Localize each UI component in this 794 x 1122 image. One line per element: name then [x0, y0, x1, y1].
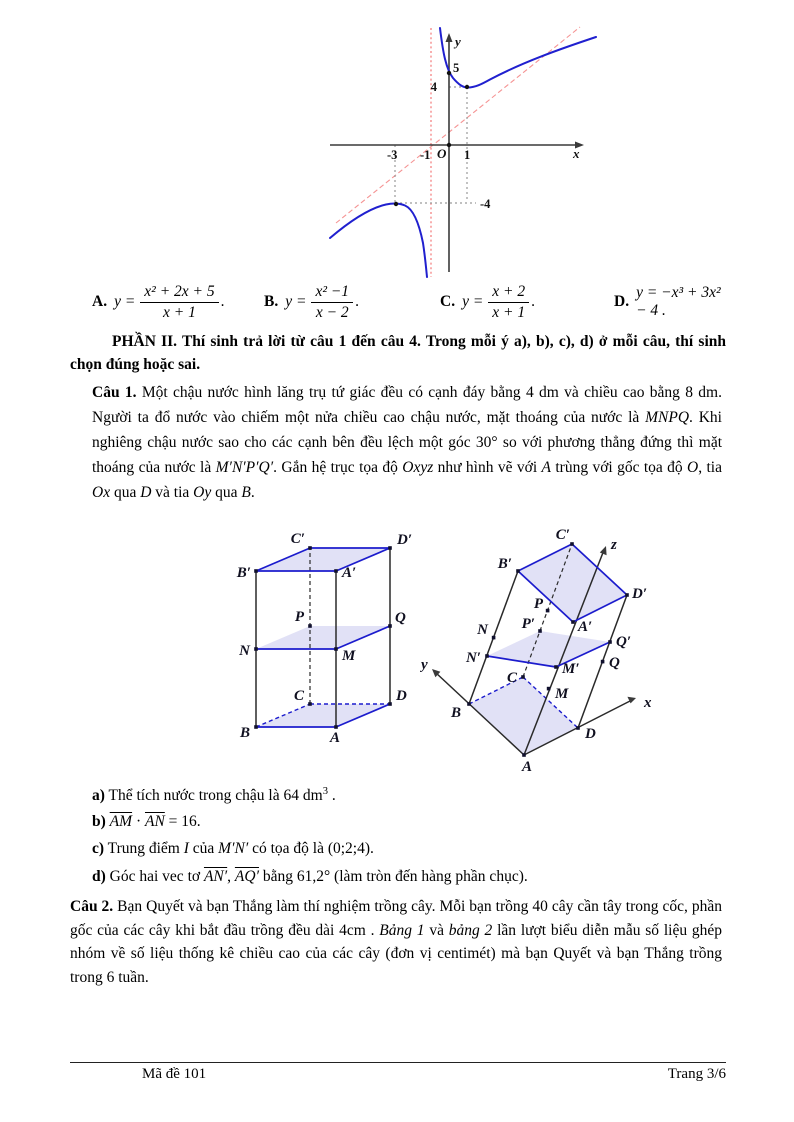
fig1-label-bp: B′ — [236, 565, 251, 581]
fig2-label-c: C — [506, 670, 517, 686]
fig1-label-d: D — [396, 688, 407, 704]
fig1-label-dp: D′ — [397, 532, 413, 548]
option-a-fraction: $\frac{\text{x² + 2x + 5}}{x + 1}$ — [140, 283, 218, 322]
fig2-label-ap: A′ — [578, 619, 593, 635]
origin-dot — [447, 143, 451, 147]
function-graph-svg — [328, 25, 598, 278]
point-m3-m4-dot — [394, 202, 398, 206]
option-a: A. y = $\frac{\text{x² + 2x + 5}}{x + 1}$ . — [92, 282, 225, 321]
y-axis-label: y — [455, 34, 461, 49]
question-2-text: Câu 2. Bạn Quyết và bạn Thắng làm thí nghiệm trồng cây. Mỗi bạn trồng 40 cây cần tây trong cốc, phần gốc của các cây khi bắt đầu trồng đều dài 4cm . Bảng 1 và bảng 2 lần lượt biểu diễn mẫu số liệu ghép nhóm về số liệu thống kê chiều cao của các cây (đơn vị centimét) mà bạn Quyết và bạn Thắng trồng trong 6 tuần. — [70, 898, 722, 986]
fig2-label-cp: C′ — [555, 527, 570, 543]
option-d-formula: y = −x³ + 3x² − 4 . — [636, 284, 721, 319]
function-graph-figure — [328, 25, 726, 278]
page-footer — [70, 1062, 726, 1083]
fig2-label-a: A — [522, 759, 533, 775]
fig1-top-face — [256, 548, 390, 571]
prism-figures-row — [70, 519, 726, 779]
fig2-label-x: x — [644, 695, 652, 711]
fig2-z-arrow — [600, 546, 607, 555]
fig1-label-m: M — [342, 648, 356, 664]
fig2-label-q: Q — [609, 655, 620, 671]
tick-5: 5 — [453, 61, 460, 75]
fig1-label-p: P — [294, 609, 304, 625]
fig1-label-b: B — [239, 725, 250, 741]
option-c-fraction: $\frac{x + 2}{x + 1}$ — [488, 283, 529, 322]
upright-prism-figure — [180, 519, 420, 751]
statement-c: c) Trung điểm I của M′N′ có tọa độ là (0;2;4). — [92, 840, 374, 858]
statement-d: d) Góc hai vec tơ AN′, AQ′ bằng 61,2° (làm tròn đến hàng phần chục). — [92, 868, 528, 886]
curve-left-branch — [330, 203, 427, 277]
fig2-label-np: N′ — [465, 650, 481, 666]
option-a-letter: A. — [92, 293, 108, 310]
footer-exam-code: Mã đề 101 — [142, 1066, 207, 1082]
fig2-label-z: z — [611, 537, 617, 553]
tick-4: 4 — [430, 80, 437, 94]
fig1-label-q: Q — [395, 610, 406, 626]
fig2-label-b: B — [450, 705, 461, 721]
fig1-label-a: A — [330, 730, 341, 746]
fig1-label-cp: C′ — [290, 531, 305, 547]
fig2-water-face — [487, 631, 610, 667]
fig2-label-mp: M′ — [562, 661, 580, 677]
option-b-lhs: y = — [285, 293, 307, 310]
origin-label: O — [437, 146, 447, 161]
question-1-text: Câu 1. Một chậu nước hình lăng trụ tứ giác đều có cạnh đáy bằng 4 dm và chiều cao bằng 8 dm. Người ta đổ nước vào chiếm một nửa chiều cao chậu nước, mặt thoáng của nước là MNPQ. Khi nghiêng chậu nước sao cho các cạnh bên đều lệch một góc 30° so với phương thẳng đứng thì mặt thoáng của nước là M′N′P′Q′. Gắn hệ trục tọa độ Oxyz như hình vẽ với A trùng với gốc tọa độ O, tia Ox qua D và tia Oy qua B. — [92, 384, 722, 501]
tick-1: 1 — [464, 148, 471, 162]
fig2-label-n: N — [477, 622, 488, 638]
fig2-label-m: M — [555, 686, 569, 702]
fig2-label-bp: B′ — [497, 556, 512, 572]
footer-page-number: Trang 3/6 — [667, 1066, 726, 1082]
fig2-label-qp: Q′ — [616, 634, 632, 650]
option-b-fraction: $\frac{\text{x² −1}}{x - 2}$ — [311, 283, 353, 322]
fig2-label-dp: D′ — [632, 586, 648, 602]
option-b: B. y = $\frac{\text{x² −1}}{x - 2}$ . — [264, 282, 359, 321]
x-axis-label: x — [573, 146, 580, 161]
y-axis-arrow — [446, 33, 453, 42]
tilted-prism-figure — [420, 519, 660, 777]
statement-b: b) $\overline{AM} \cdot \overline{AN} = 16$. — [92, 813, 201, 831]
fig2-label-y: y — [421, 657, 428, 673]
fig1-bottom-face — [256, 704, 390, 727]
answer-options-row — [70, 280, 726, 324]
option-d — [614, 284, 726, 320]
option-d-letter: D. — [614, 293, 630, 310]
point-1-4-dot — [465, 85, 469, 89]
fig2-label-p: P — [533, 596, 543, 612]
point-0-5-dot — [447, 71, 451, 75]
fig1-label-c: C — [293, 688, 304, 704]
option-a-lhs: y = — [114, 293, 136, 310]
tick-m3: -3 — [387, 148, 398, 162]
option-c-letter: C. — [440, 293, 456, 310]
fig1-water-face — [256, 626, 390, 649]
fig1-label-n: N — [239, 643, 250, 659]
tick-m1: -1 — [420, 148, 431, 162]
option-c-lhs: y = — [462, 293, 484, 310]
fig2-label-d: D — [585, 726, 596, 742]
tick-m4: -4 — [480, 197, 491, 211]
part2-header: PHẦN II. Thí sinh trả lời từ câu 1 đến câu 4. Trong mỗi ý a), b), c), d) ở mỗi câu, thí sinh chọn đúng hoặc sai. — [70, 333, 726, 373]
statements-list — [92, 779, 726, 891]
page-content — [70, 25, 726, 989]
statement-a: a) Thể tích nước trong chậu là 64 $dm^3$ . — [92, 786, 336, 805]
option-c: C. y = $\frac{x + 2}{x + 1}$ . — [440, 282, 536, 321]
option-b-letter: B. — [264, 293, 279, 310]
fig1-label-ap: A′ — [342, 565, 357, 581]
fig2-label-pp: P′ — [521, 616, 535, 632]
curve-right-branch — [440, 28, 596, 88]
